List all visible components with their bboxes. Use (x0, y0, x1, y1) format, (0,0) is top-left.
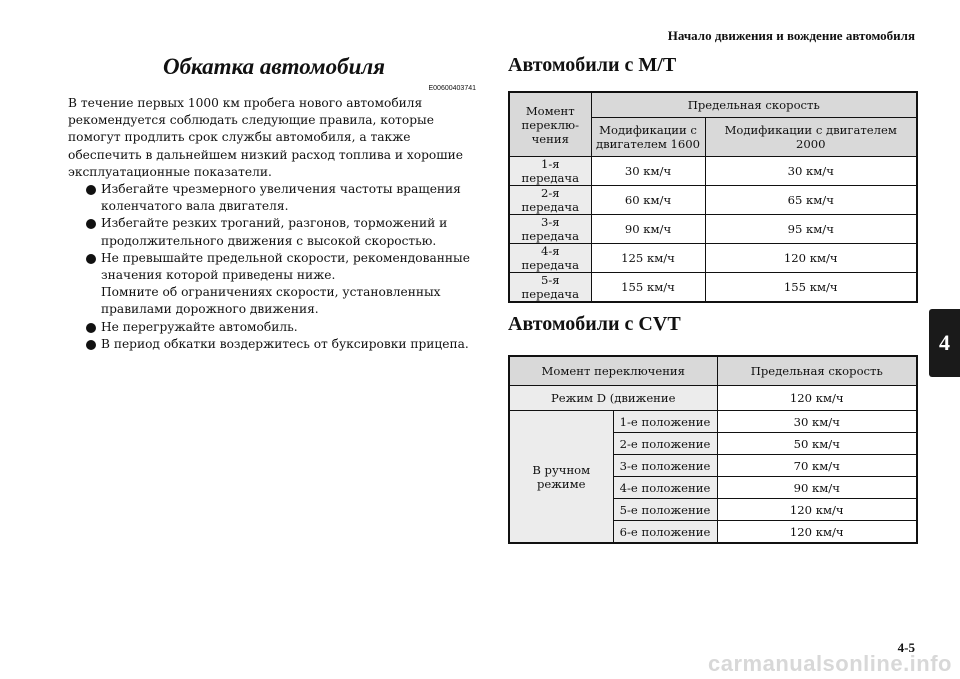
list-item-text: Не превышайте предельной скорости, рекомендованные значения которой приведены ниже. (101, 250, 470, 283)
mt-header-mod2000: Модификации с двигателем 2000 (705, 118, 917, 157)
speed-cell: 50 км/ч (717, 433, 917, 455)
bullet-icon (86, 185, 96, 195)
speed-1600-cell: 90 км/ч (591, 215, 705, 244)
speed-cell: 70 км/ч (717, 455, 917, 477)
running-header: Начало движения и вождение автомобиля (667, 28, 915, 43)
gear-cell: 4-я передача (509, 244, 591, 273)
speed-cell: 90 км/ч (717, 477, 917, 499)
speed-2000-cell: 95 км/ч (705, 215, 917, 244)
mt-header-mod1600: Модификации с двигателем 1600 (591, 118, 705, 157)
mode-d-cell: Режим D (движение (509, 386, 717, 411)
list-item-text: Избегайте чрезмерного увеличения частоты вращения коленчатого вала двигателя. (101, 182, 461, 214)
position-cell: 4-е положение (613, 477, 717, 499)
mt-header-limit: Предельная скорость (591, 92, 917, 118)
watermark: carmanualsonline.info (708, 651, 952, 676)
position-cell: 3-е положение (613, 455, 717, 477)
list-item (68, 319, 480, 336)
intro-paragraph: В течение первых 1000 км пробега нового автомобиля рекомендуется соблюдать следующие правила, которые помогут продлить срок службы автомобиля, а также обеспечить в дальнейшем низкий расход топлива и хорошие эксплуатационные показатели. (68, 96, 463, 179)
table-row (509, 215, 917, 244)
gear-cell: 1-я передача (509, 157, 591, 186)
table-row (509, 273, 917, 303)
speed-1600-cell: 60 км/ч (591, 186, 705, 215)
gear-cell: 5-я передача (509, 273, 591, 303)
right-column (508, 52, 918, 544)
table-row (509, 411, 917, 433)
list-item (68, 181, 480, 215)
table-row (509, 244, 917, 273)
page-number: 4-5 (897, 640, 915, 655)
chapter-tab: 4 (929, 309, 960, 377)
table-row (509, 386, 917, 411)
mode-d-speed-cell: 120 км/ч (717, 386, 917, 411)
cvt-speed-table (508, 355, 918, 544)
mt-header-moment: Момент переклю-чения (509, 92, 591, 157)
speed-2000-cell: 30 км/ч (705, 157, 917, 186)
speed-2000-cell: 155 км/ч (705, 273, 917, 303)
bullet-icon (86, 323, 96, 333)
mt-speed-table (508, 91, 918, 303)
mt-table-title: Автомобили с M/T (508, 54, 677, 76)
position-cell: 1-е положение (613, 411, 717, 433)
speed-cell: 120 км/ч (717, 499, 917, 521)
manual-mode-cell: В ручном режиме (509, 411, 613, 544)
list-item-text: Избегайте резких троганий, разгонов, торможений и продолжительного движения с высокой скоростью. (101, 216, 448, 248)
list-item (68, 215, 480, 249)
recommendations-list (68, 181, 480, 353)
cvt-header-moment: Момент переключения (509, 356, 717, 386)
list-item-note: Помните об ограничениях скорости, установленных правилами дорожного движения. (101, 285, 441, 317)
section-title: Обкатка автомобиля (162, 54, 386, 79)
bullet-icon (86, 254, 96, 264)
gear-cell: 2-я передача (509, 186, 591, 215)
bullet-icon (86, 219, 96, 229)
position-cell: 2-е положение (613, 433, 717, 455)
list-item-text: В период обкатки воздержитесь от буксировки прицепа. (101, 336, 469, 351)
table-row (509, 157, 917, 186)
position-cell: 6-е положение (613, 521, 717, 544)
speed-1600-cell: 30 км/ч (591, 157, 705, 186)
table-row (509, 186, 917, 215)
speed-cell: 30 км/ч (717, 411, 917, 433)
gear-cell: 3-я передача (509, 215, 591, 244)
position-cell: 5-е положение (613, 499, 717, 521)
speed-1600-cell: 155 км/ч (591, 273, 705, 303)
cvt-table-title: Автомобили с CVT (508, 313, 681, 335)
speed-2000-cell: 120 км/ч (705, 244, 917, 273)
list-item (68, 250, 480, 319)
section-code: E00600403741 (428, 85, 476, 92)
speed-cell: 120 км/ч (717, 521, 917, 544)
speed-1600-cell: 125 км/ч (591, 244, 705, 273)
bullet-icon (86, 340, 96, 350)
speed-2000-cell: 65 км/ч (705, 186, 917, 215)
list-item (68, 336, 480, 353)
cvt-header-limit: Предельная скорость (717, 356, 917, 386)
list-item-text: Не перегружайте автомобиль. (101, 319, 298, 334)
left-column (68, 52, 480, 353)
